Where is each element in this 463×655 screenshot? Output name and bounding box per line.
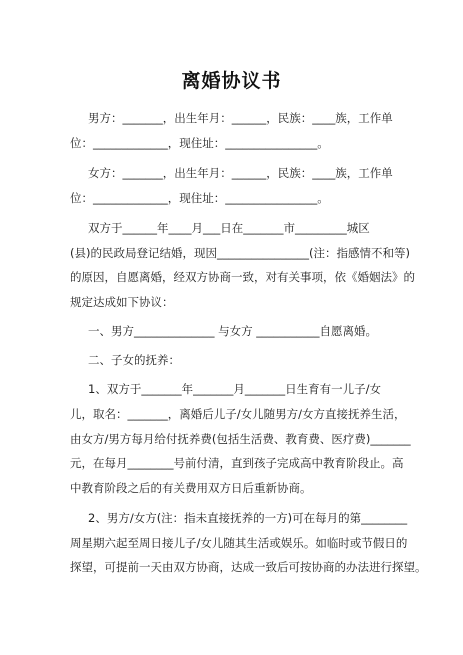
paragraph-line: 探望，可提前一天由双方协商，达成一致后可按协商的办法进行探望。 <box>70 560 427 574</box>
male-info-line-2: 位：_____________，现住址：________________。 <box>70 136 329 150</box>
paragraph-line: 2、男方/女方(注：指未直接抚养的一方)可在每月的第________ <box>88 511 408 525</box>
paragraph-line: (县)的民政局登记结婚，现因________________(注：指感情不和等) <box>70 246 410 260</box>
male-info-line-1: 男方：_______，出生年月：______，民族：____族，工作单 <box>88 111 393 125</box>
paragraph-line: 双方于______年____月___日在_______市_________城区 <box>88 221 370 235</box>
paragraph-line: 周星期六起至周日接儿子/女儿随其生活或娱乐。如临时或节假日的 <box>70 536 408 550</box>
paragraph-line: 儿，取名：_______，离婚后儿子/女儿随男方/女方直接抚养生活， <box>70 407 406 421</box>
female-info-line-2: 位：_____________，现住址：________________。 <box>70 191 329 205</box>
paragraph-line: 1、双方于_______年_______月_______日生育有一儿子/女 <box>88 382 381 396</box>
document-title: 离婚协议书 <box>181 70 282 92</box>
paragraph-line: 由女方/男方每月给付抚养费(包括生活费、教育费、医疗费)_______ <box>70 432 411 446</box>
paragraph-line: 规定达成如下协议： <box>70 295 174 309</box>
clause-one: 一、男方______________ 与女方 ___________自愿离婚。 <box>88 324 378 338</box>
paragraph-line: 中教育阶段之后的有关费用双方日后重新协商。 <box>70 481 312 495</box>
female-info-line-1: 女方：_______，出生年月：______，民族：____族，工作单 <box>88 166 393 180</box>
clause-two-heading: 二、子女的抚养： <box>88 353 180 367</box>
paragraph-line: 元，在每月________号前付清，直到孩子完成高中教育阶段止。高 <box>70 456 404 470</box>
paragraph-line: 的原因，自愿离婚，经双方协商一致，对有关事项，依《婚姻法》的 <box>70 270 415 284</box>
